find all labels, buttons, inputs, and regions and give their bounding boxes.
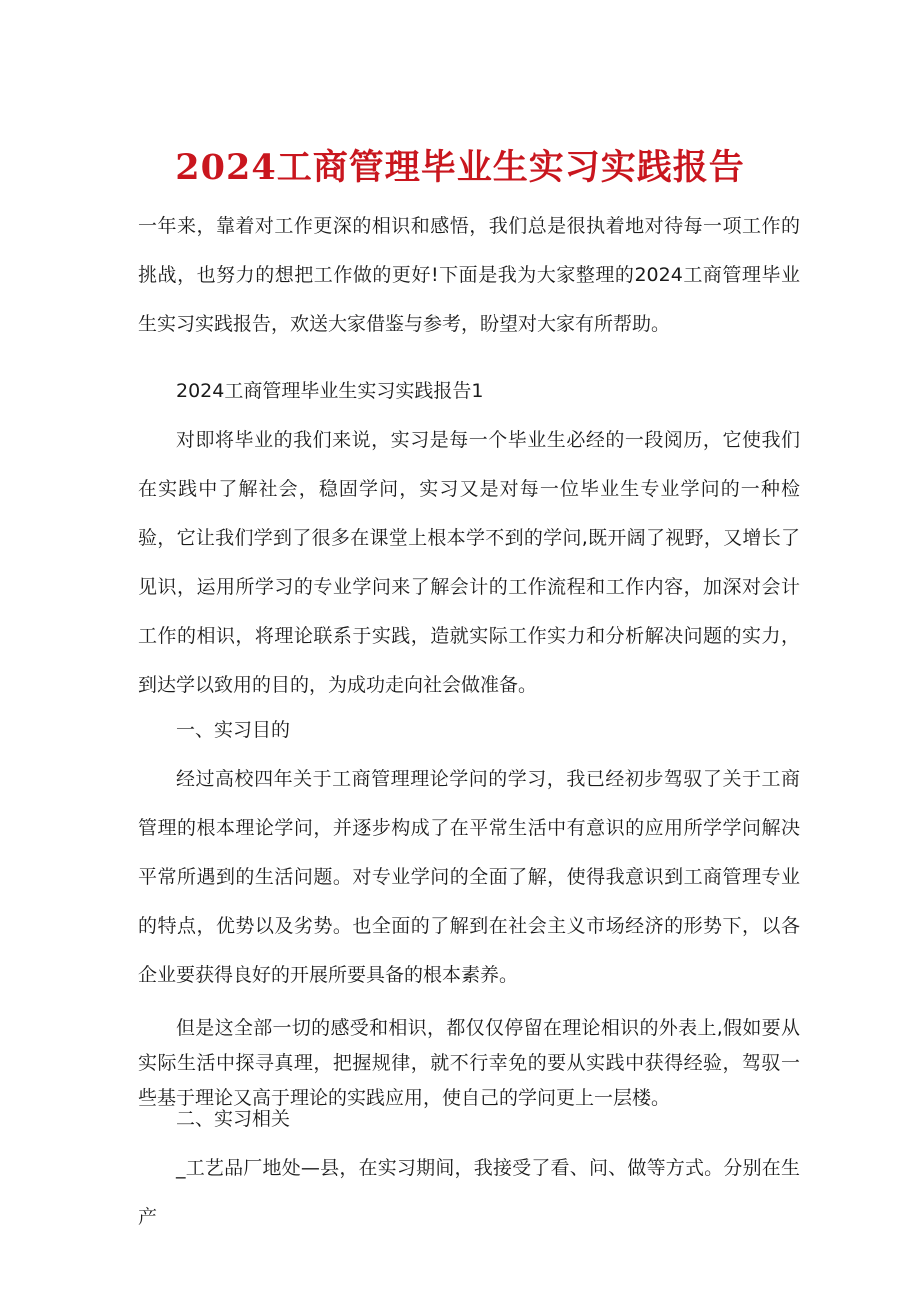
paragraph-4: _工艺品厂地处—县，在实习期间，我接受了看、问、做等方式。分别在生产: [138, 1157, 800, 1228]
intro-paragraph: 一年来，靠着对工作更深的相识和感悟，我们总是很执着地对待每一项工作的挑战，也努力的想把工作做的更好!下面是我为大家整理的2024工商管理毕业生实习实践报告，欢送大家借鉴与参考，盼望对大家有所帮助。: [138, 215, 800, 335]
report-subtitle: 2024工商管理毕业生实习实践报告1: [176, 380, 484, 402]
paragraph-2: 经过高校四年关于工商管理理论学问的学习，我已经初步驾驭了关于工商管理的根本理论学问，并逐步构成了在平常生活中有意识的应用所学学问解决平常所遇到的生活问题。对专业学问的全面了解，使得我意识到工商管理专业的特点，优势以及劣势。也全面的了解到在社会主义市场经济的形势下，以各企业要获得良好的开展所要具备的根本素养。: [138, 768, 800, 986]
paragraph-3: 但是这全部一切的感受和相识，都仅仅停留在理论相识的外表上,假如要从实际生活中探寻真理，把握规律，就不行幸免的要从实践中获得经验，驾驭一些基于理论又高于理论的实践应用，使自己的学问更上一层楼。: [138, 1017, 800, 1109]
section-heading-1: 一、实习目的: [176, 719, 291, 741]
paragraph-1: 对即将毕业的我们来说，实习是每一个毕业生必经的一段阅历，它使我们在实践中了解社会，稳固学问，实习又是对每一位毕业生专业学问的一种检验，它让我们学到了很多在课堂上根本学不到的学问,既开阔了视野，又增长了见识，运用所学习的专业学问来了解会计的工作流程和工作内容，加深对会计工作的相识，将理论联系于实践，造就实际工作实力和分析解决问题的实力，到达学以致用的目的，为成功走向社会做准备。: [138, 429, 800, 696]
document-title: 2024工商管理毕业生实习实践报告: [175, 147, 745, 188]
section-heading-2: 二、实习相关: [176, 1108, 291, 1130]
